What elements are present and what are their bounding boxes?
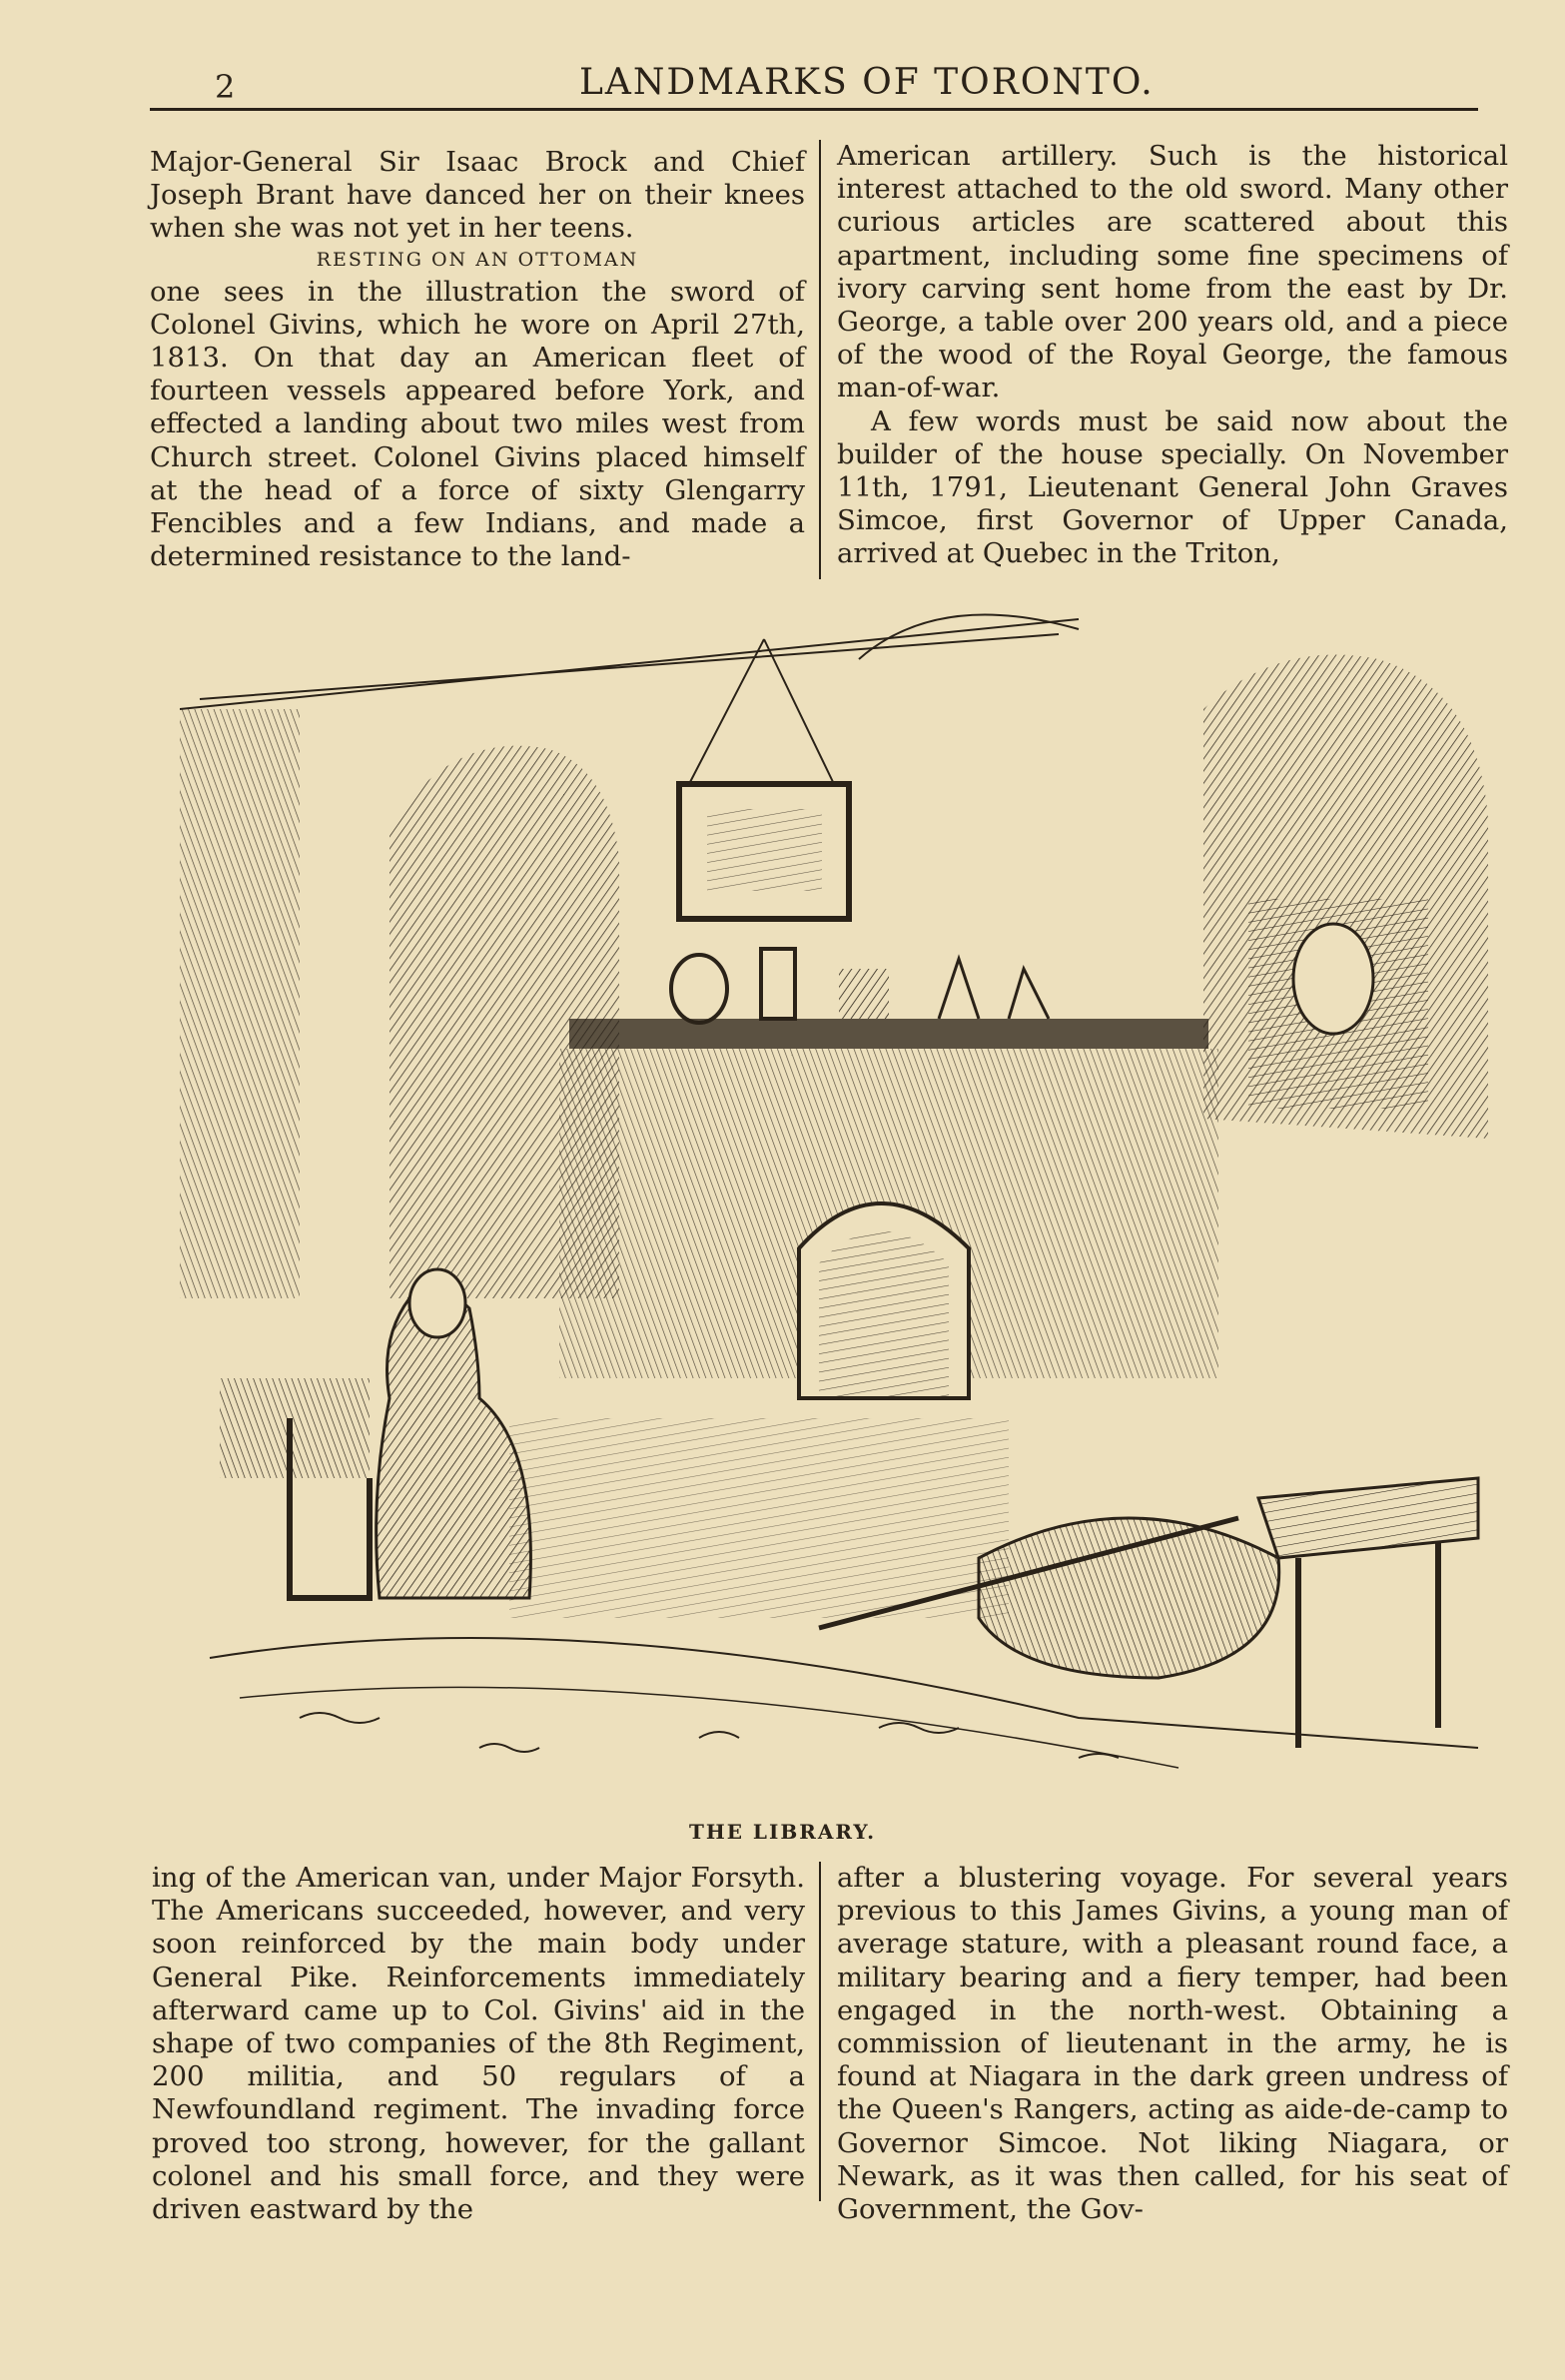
running-title: LANDMARKS OF TORONTO.: [579, 62, 1155, 103]
top-right-paragraph-1: American artillery. Such is the historical interest attached to the old sword. Many other curious articles are scattered about this apartment, including some fine specimens of ivory carving sent home from the east by Dr. George, a table over 200 years old, and a piece of the wood of the Royal George, the famous man-of-war.: [837, 140, 1508, 404]
top-right-column: [837, 140, 1508, 571]
page-number: 2: [215, 68, 236, 106]
page-header: [150, 60, 1478, 108]
bottom-right-column: [837, 1862, 1508, 2226]
bottom-left-column: [152, 1862, 805, 2226]
illustration-caption: THE LIBRARY.: [688, 1820, 877, 1844]
library-engraving: [180, 599, 1493, 1803]
top-column-divider: [819, 140, 821, 579]
top-left-paragraph-2: one sees in the illustration the sword of Colonel Givins, which he wore on April 27th, 1813. On that day an American fleet of fourteen vessels appeared before York, and effected a landing about two miles west from Church street. Colonel Givins placed himself at the head of a force of sixty Glengarry Fencibles and a few Indians, and made a determined resistance to the land-: [150, 275, 805, 573]
header-rule: [150, 108, 1478, 111]
top-left-paragraph-1: Major-General Sir Isaac Brock and Chief Joseph Brant have danced her on their knees when she was not yet in her teens.: [150, 146, 805, 245]
bottom-left-paragraph-1: ing of the American van, under Major Forsyth. The Americans succeeded, however, and very soon reinforced by the main body under General Pike. Reinforcements immediately afterward came up to Col. Givins' aid in the shape of two companies of the 8th Regiment, 200 militia, and 50 regulars of a Newfoundland regiment. The invading force proved too strong, however, for the gallant colonel and his small force, and they were driven eastward by the: [152, 1862, 805, 2226]
bottom-column-divider: [819, 1862, 821, 2201]
top-left-column: [150, 146, 805, 573]
subheading: RESTING ON AN OTTOMAN: [316, 248, 639, 271]
top-right-paragraph-2: A few words must be said now about the builder of the house specially. On November 11th, 1791, Lieutenant General John Graves Simcoe, first Governor of Upper Canada, arrived at Quebec in the Triton,: [837, 404, 1508, 570]
bottom-right-paragraph-1: after a blustering voyage. For several years previous to this James Givins, a young man of average stature, with a pleasant round face, a military bearing and a fiery temper, had been engaged in the north-west. Obtaining a commission of lieutenant in the army, he is found at Niagara in the dark green undress of the Queen's Rangers, acting as aide-de-camp to Governor Simcoe. Not liking Niagara, or Newark, as it was then called, for his seat of Government, the Gov-: [837, 1862, 1508, 2226]
